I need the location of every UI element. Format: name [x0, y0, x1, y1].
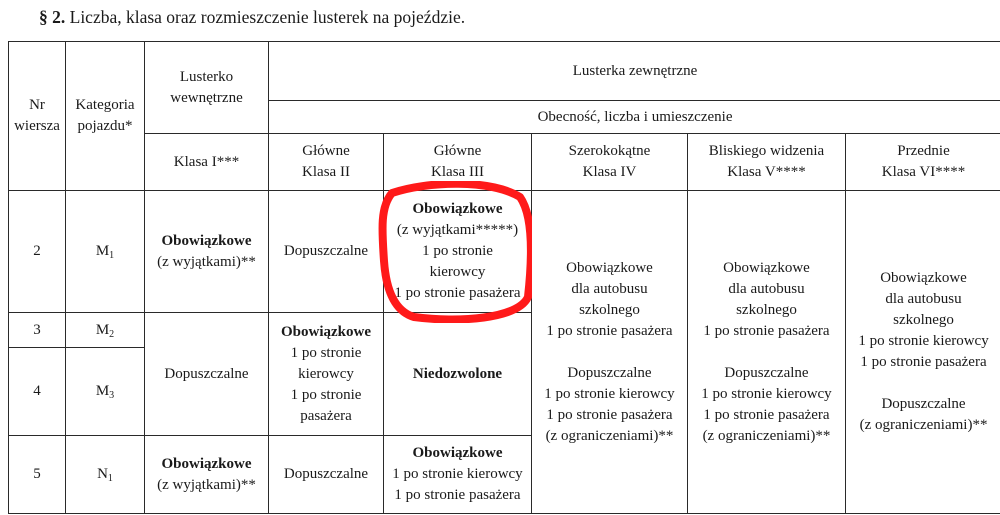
class-front-6: [846, 134, 1000, 191]
section-heading: [39, 6, 465, 28]
m1-main-3: [384, 191, 532, 313]
cell-text: (z ograniczeniami)**: [545, 427, 674, 444]
class-main-2: [269, 134, 384, 191]
cell-text: dla autobusu: [571, 280, 648, 297]
m2m3-main-2: [269, 313, 384, 436]
cell-text: pasażera: [300, 407, 352, 424]
category-m3: [66, 348, 145, 436]
m2m3-main-3: Niedozwolone: [384, 313, 532, 436]
category-subscript: 2: [109, 328, 115, 340]
class-text: Klasa V****: [727, 164, 806, 180]
cell-text: szkolnego: [579, 301, 640, 318]
cell-text: Obowiązkowe: [880, 270, 967, 286]
cell-text: 1 po stronie: [422, 243, 493, 259]
header-presence: Obecność, liczba i umieszczenie: [269, 101, 1000, 134]
spacer: [848, 373, 999, 394]
cell-text: 1 po stronie pasażera: [394, 285, 521, 301]
row-number-5: 5: [9, 436, 66, 514]
cell-text: kierowcy: [298, 365, 354, 382]
close-proximity-5-cell: [688, 191, 846, 514]
class-text: Klasa VI****: [881, 164, 966, 180]
class-wide-angle-4: [532, 134, 688, 191]
category-m1: [66, 191, 145, 313]
mirror-regulation-table: [8, 41, 1000, 514]
cell-text: Obowiązkowe: [161, 232, 252, 249]
category-subscript: 3: [109, 390, 115, 401]
header-text: pojazdu*: [77, 118, 133, 134]
cell-text: (z wyjątkami)**: [157, 253, 256, 270]
header-text: Nr: [29, 97, 45, 113]
category-letter: M: [95, 383, 110, 399]
n1-interior: [145, 436, 269, 514]
cell-text: 1 po stronie pasażera: [860, 354, 987, 370]
class-text: Klasa IV: [582, 164, 637, 180]
cell-text: Obowiązkowe: [161, 455, 252, 472]
class-text: Główne: [433, 143, 482, 159]
cell-text: (z wyjątkami)**: [157, 476, 256, 493]
cell-text: Dopuszczalne: [567, 364, 652, 381]
cell-text: Obowiązkowe: [412, 201, 503, 217]
cell-text: Obowiązkowe: [281, 323, 371, 340]
cell-text: 1 po stronie pasażera: [703, 406, 830, 423]
cell-text: Obowiązkowe: [412, 445, 503, 461]
class-interior: Klasa I***: [145, 134, 269, 191]
cell-text: Obowiązkowe: [566, 259, 653, 276]
cell-text: 1 po stronie: [290, 386, 362, 403]
wide-angle-4-cell: [532, 191, 688, 514]
category-n1: [66, 436, 145, 514]
cell-text: 1 po stronie pasażera: [703, 322, 830, 339]
header-category: [66, 42, 145, 191]
category-letter: M: [95, 243, 110, 259]
cell-text: 1 po stronie: [290, 344, 362, 361]
section-number: § 2.: [39, 7, 66, 27]
cell-text: 1 po stronie pasażera: [394, 487, 521, 503]
cell-text: dla autobusu: [728, 280, 805, 297]
cell-text: Dopuszczalne: [881, 396, 966, 412]
front-6-cell: [846, 191, 1000, 514]
cell-text: kierowcy: [429, 264, 486, 280]
class-text: Klasa II: [302, 164, 350, 180]
cell-text: dla autobusu: [885, 291, 962, 307]
cell-text: 1 po stronie kierowcy: [858, 333, 989, 349]
m1-interior: [145, 191, 269, 313]
header-exterior-mirrors: Lusterka zewnętrzne: [269, 42, 1000, 101]
class-text: Klasa III: [431, 164, 484, 180]
cell-text: Obowiązkowe: [723, 259, 810, 276]
cell-text: 1 po stronie pasażera: [546, 406, 673, 423]
n1-main-3: [384, 436, 532, 514]
class-text: Przednie: [897, 143, 950, 159]
spacer: [534, 342, 685, 363]
cell-text: 1 po stronie kierowcy: [701, 385, 832, 402]
cell-text: (z wyjątkami*****): [396, 222, 519, 238]
header-text: Lusterko: [179, 68, 234, 85]
row-number-3: 3: [9, 313, 66, 348]
class-main-3: [384, 134, 532, 191]
header-text: wewnętrzne: [170, 89, 243, 106]
header-text: Kategoria: [75, 97, 135, 113]
m1-main-2: Dopuszczalne: [269, 191, 384, 313]
category-m2: [66, 313, 145, 348]
cell-text: 1 po stronie kierowcy: [544, 385, 675, 402]
class-text: Szerokokątne: [568, 143, 651, 159]
class-text: Bliskiego widzenia: [708, 143, 825, 159]
category-subscript: 1: [107, 473, 113, 484]
cell-text: szkolnego: [736, 301, 797, 318]
n1-main-2: Dopuszczalne: [269, 436, 384, 514]
category-subscript: 1: [109, 250, 115, 261]
cell-text: szkolnego: [893, 312, 954, 328]
category-letter: N: [97, 466, 108, 482]
class-close-proximity-5: [688, 134, 846, 191]
cell-text: (z ograniczeniami)**: [702, 427, 831, 444]
cell-text: Dopuszczalne: [724, 364, 809, 381]
row-number-2: 2: [9, 191, 66, 313]
cell-text: (z ograniczeniami)**: [859, 417, 988, 433]
header-text: wiersza: [14, 118, 60, 134]
m2m3-interior: Dopuszczalne: [145, 313, 269, 436]
header-row-number: [9, 42, 66, 191]
class-text: Główne: [302, 143, 350, 159]
header-interior-mirror: [145, 42, 269, 134]
cell-text: 1 po stronie kierowcy: [392, 466, 523, 482]
cell-text: 1 po stronie pasażera: [546, 322, 673, 339]
section-title: Liczba, klasa oraz rozmieszczenie lusterek na pojeździe.: [69, 7, 466, 27]
row-number-4: 4: [9, 348, 66, 436]
spacer: [690, 342, 843, 363]
category-letter: M: [95, 321, 110, 338]
